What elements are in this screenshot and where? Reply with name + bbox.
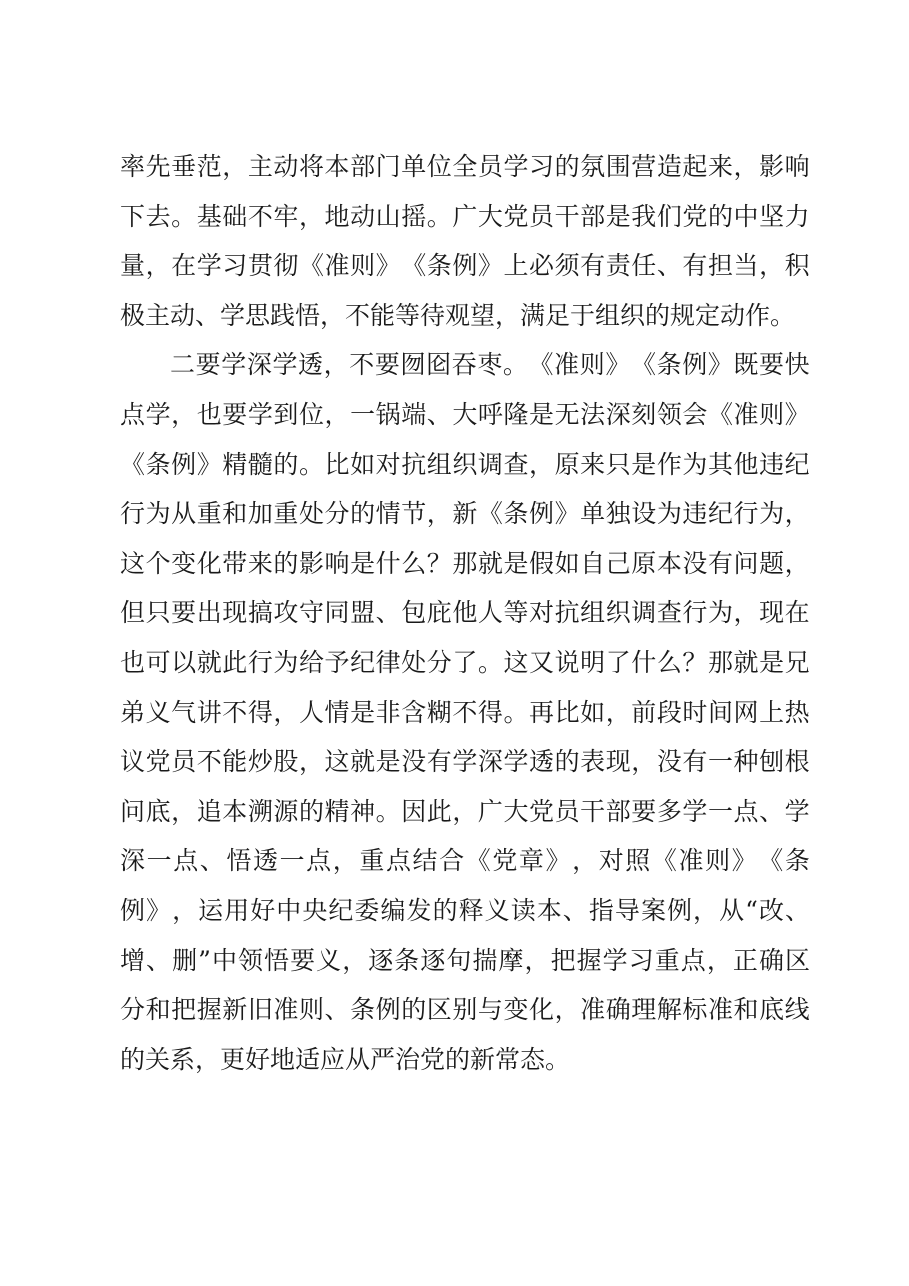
- body-text: [120, 142, 810, 1084]
- text-line: 行 为 从 重 和 加 重 处 分 的 情 节 ， 新 《 条 例 》 单 独 设 为 违 纪 行 为 ，: [120, 499, 810, 529]
- text-line: 增 、 删 ” 中 领 悟 要 义 ， 逐 条 逐 句 揣 摩 ， 把 握 学 习 重 点 ， 正 确 区: [120, 945, 810, 975]
- text-line: 深 一 点 、 悟 透 一 点 ， 重 点 结 合 《 党 章 》 ， 对 照 《 准 则 》 《 条: [120, 846, 810, 876]
- text-line: 分 和 把 握 新 旧 准 则 、 条 例 的 区 别 与 变 化 ， 准 确 理 解 标 准 和 底 线: [120, 995, 810, 1025]
- text-line: 的关系，更好地适应从严治党的新常态。: [120, 1044, 571, 1074]
- text-line: 量 ， 在 学 习 贯 彻 《 准 则 》 《 条 例 》 上 必 须 有 责 任 、 有 担 当 ， 积: [120, 251, 810, 281]
- text-line: 《 条 例 》 精 髓 的 。 比 如 对 抗 组 织 调 查 ， 原 来 只 是 作 为 其 他 违 纪: [120, 449, 810, 479]
- text-line: 这 个 变 化 带 来 的 影 响 是 什 么 ？ 那 就 是 假 如 自 己 原 本 没 有 问 题 ，: [120, 548, 810, 578]
- text-line: 但 只 要 出 现 搞 攻 守 同 盟 、 包 庇 他 人 等 对 抗 组 织 调 查 行 为 ， 现 在: [120, 598, 810, 628]
- text-line: 下 去 。 基 础 不 牢 ， 地 动 山 摇 。 广 大 党 员 干 部 是 我 们 党 的 中 坚 力: [120, 201, 810, 231]
- text-line: 极主动、学思践悟，不能等待观望，满足于组织的规定动作。: [120, 300, 796, 330]
- text-line: 弟 义 气 讲 不 得 ， 人 情 是 非 含 糊 不 得 。 再 比 如 ， 前 段 时 间 网 上 热: [120, 697, 810, 727]
- text-line: 点 学 ， 也 要 学 到 位 ， 一 锅 端 、 大 呼 隆 是 无 法 深 刻 领 会 《 准 则 》: [120, 399, 810, 429]
- text-line: 率 先 垂 范 ， 主 动 将 本 部 门 单 位 全 员 学 习 的 氛 围 营 造 起 来 ， 影 响: [120, 152, 810, 181]
- text-line: 也 可 以 就 此 行 为 给 予 纪 律 处 分 了 。 这 又 说 明 了 什 么 ？ 那 就 是 兄: [120, 647, 810, 677]
- paragraph-first-line: 二 要 学 深 学 透 ， 不 要 囫 囵 吞 枣 。 《 准 则 》 《 条 例 》 既 要 快: [170, 350, 810, 380]
- text-line: 议 党 员 不 能 炒 股 ， 这 就 是 没 有 学 深 学 透 的 表 现 ， 没 有 一 种 刨 根: [120, 747, 810, 777]
- text-line: 例 》 ， 运 用 好 中 央 纪 委 编 发 的 释 义 读 本 、 指 导 案 例 ， 从 “ 改 、: [120, 895, 810, 925]
- text-line: 问 底 ， 追 本 溯 源 的 精 神 。 因 此 ， 广 大 党 员 干 部 要 多 学 一 点 、 学: [120, 796, 810, 826]
